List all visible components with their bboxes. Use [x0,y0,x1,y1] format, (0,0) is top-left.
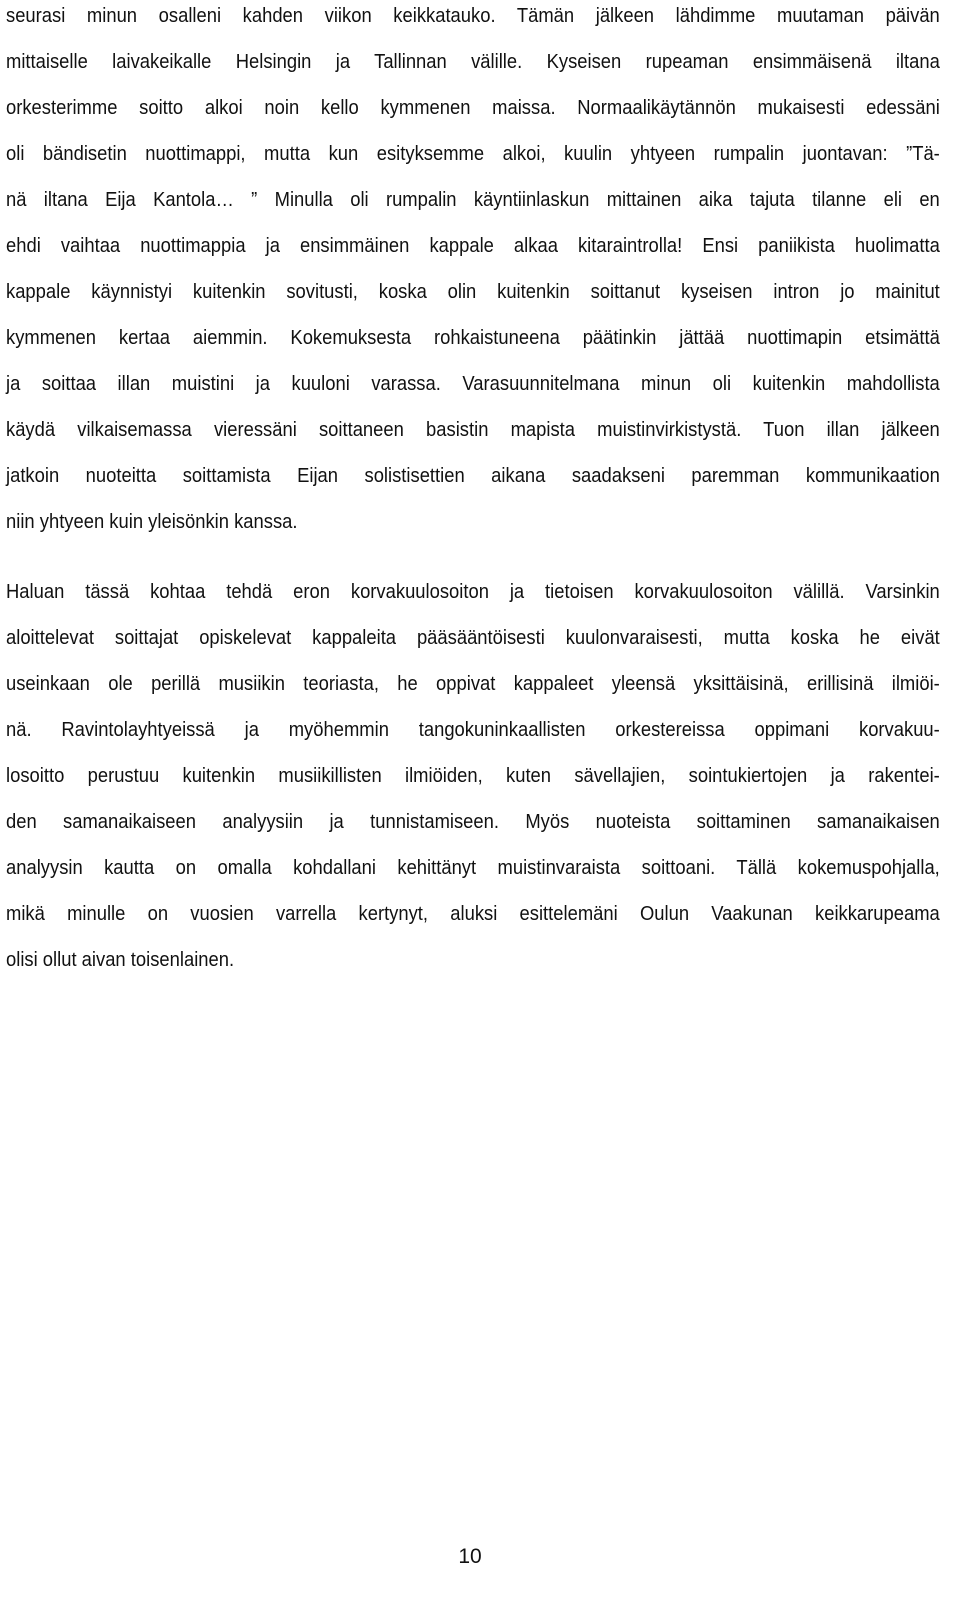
paragraph-1 [6,0,940,552]
text-line: niin yhtyeen kuin yleisönkin kanssa. [6,511,298,533]
paragraph-2 [6,576,940,990]
text-line: käydä vilkaisemassa vieressäni soittaneen basistin mapista muistinvirkistystä. Tuon illan jälkeen [6,419,940,441]
text-line: useinkaan ole perillä musiikin teoriasta, he oppivat kappaleet yleensä yksittäisinä, erillisinä ilmiöi- [6,673,940,695]
text-line: nä. Ravintolayhtyeissä ja myöhemmin tangokuninkaallisten orkestereissa oppimani korvakuu- [6,719,940,741]
text-line: mikä minulle on vuosien varrella kertynyt, aluksi esittelemäni Oulun Vaakunan keikkarupeama [6,903,940,925]
text-line: aloittelevat soittajat opiskelevat kappaleita pääsääntöisesti kuulonvaraisesti, mutta koska he eivät [6,627,940,649]
text-line: kymmenen kertaa aiemmin. Kokemuksesta rohkaistuneena päätinkin jättää nuottimapin etsimättä [6,327,940,349]
text-line: mittaiselle laivakeikalle Helsingin ja Tallinnan välille. Kyseisen rupeaman ensimmäisenä iltana [6,51,940,73]
text-line: olisi ollut aivan toisenlainen. [6,949,235,971]
text-line: analyysin kautta on omalla kohdallani kehittänyt muistinvaraista soittoani. Tällä kokemuspohjalla, [6,857,940,879]
text-line: den samanaikaiseen analyysiin ja tunnistamiseen. Myös nuoteista soittaminen samanaikaisen [6,811,940,833]
text-line: kappale käynnistyi kuitenkin sovitusti, koska olin kuitenkin soittanut kyseisen intron jo mainitut [6,281,940,303]
text-line: losoitto perustuu kuitenkin musiikillisten ilmiöiden, kuten sävellajien, sointukiertojen ja rakentei- [6,765,940,787]
text-line: Haluan tässä kohtaa tehdä eron korvakuulosoiton ja tietoisen korvakuulosoiton välillä. Varsinkin [6,581,940,603]
text-line: nä iltana Eija Kantola… ” Minulla oli rumpalin käyntiinlaskun mittainen aika tajuta tilanne eli en [6,189,940,211]
text-line: oli bändisetin nuottimappi, mutta kun esityksemme alkoi, kuulin yhtyeen rumpalin juontavan: ”Tä- [6,143,940,165]
text-line: seurasi minun osalleni kahden viikon keikkatauko. Tämän jälkeen lähdimme muutaman päivän [6,5,940,27]
text-line: ehdi vaihtaa nuottimappia ja ensimmäinen kappale alkaa kitaraintrolla! Ensi paniikista huolimatta [6,235,940,257]
text-line: ja soittaa illan muistini ja kuuloni varassa. Varasuunnitelmana minun oli kuitenkin mahdollista [6,373,940,395]
text-line: orkesterimme soitto alkoi noin kello kymmenen maissa. Normaalikäytännön mukaisesti edessäni [6,97,940,119]
text-line: jatkoin nuoteitta soittamista Eijan solistisettien aikana saadakseni paremman kommunikaation [6,465,940,487]
page-number: 10 [458,1545,482,1568]
